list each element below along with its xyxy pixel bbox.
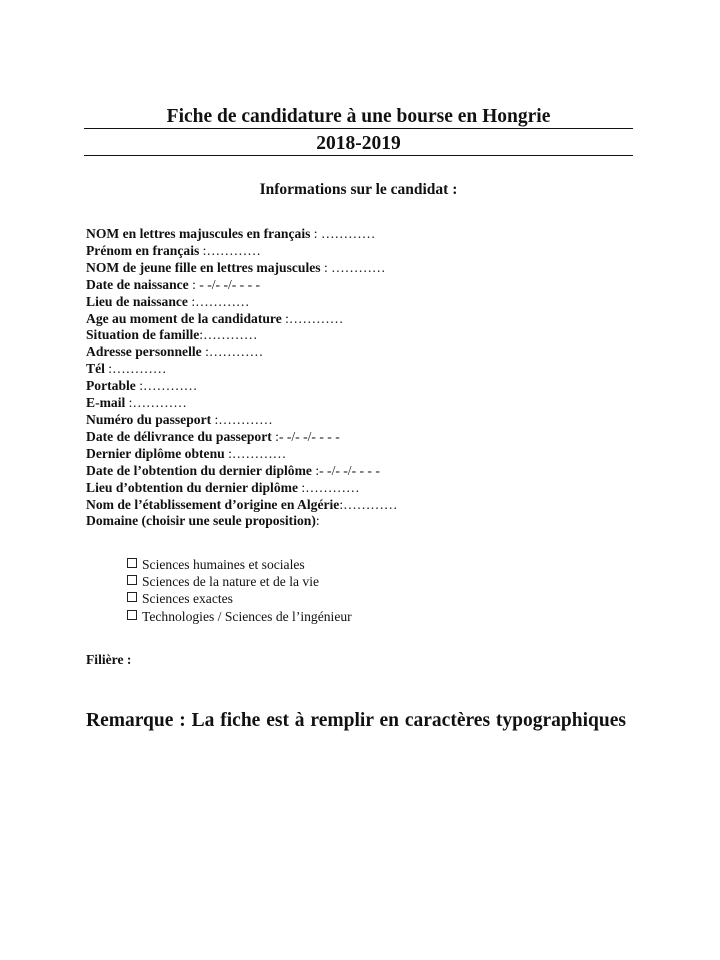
field-blank: :…………	[298, 479, 360, 495]
field-date-delivrance-passeport[interactable]	[86, 429, 646, 446]
field-adresse[interactable]	[86, 344, 646, 361]
candidate-fields-list	[86, 226, 646, 530]
field-blank: :…………	[281, 310, 344, 326]
field-blank: :…………	[104, 361, 167, 377]
field-label: Adresse personnelle	[86, 344, 202, 360]
field-blank: :…………	[224, 445, 287, 461]
field-lieu-naissance[interactable]	[86, 294, 646, 311]
checkbox-icon[interactable]	[127, 575, 137, 585]
field-label: Dernier diplôme obtenu	[86, 445, 225, 461]
field-blank: :…………	[187, 293, 250, 309]
option-label: Technologies / Sciences de l’ingénieur	[142, 608, 352, 624]
domain-option-technologies[interactable]	[127, 608, 352, 625]
field-label: Portable	[86, 378, 136, 394]
field-blank: : …………	[320, 259, 386, 275]
field-numero-passeport[interactable]	[86, 412, 646, 429]
field-blank: :- -/- -/- - - -	[311, 462, 380, 478]
field-label: Tél	[86, 361, 105, 377]
field-blank: :…………	[199, 242, 261, 258]
field-label: Date de l’obtention du dernier diplôme	[86, 462, 312, 478]
domain-option-sciences-exactes[interactable]	[127, 590, 352, 607]
field-label: Date de naissance	[86, 276, 189, 292]
field-date-obtention-diplome[interactable]	[86, 463, 646, 480]
checkbox-icon[interactable]	[127, 592, 137, 602]
year-underline	[84, 155, 633, 156]
field-label: Date de délivrance du passeport	[86, 428, 272, 444]
field-lieu-obtention-diplome[interactable]	[86, 480, 646, 497]
field-tel[interactable]	[86, 361, 646, 378]
field-blank: : …………	[310, 226, 376, 241]
field-label: NOM de jeune fille en lettres majuscules	[86, 259, 321, 275]
domain-option-sciences-nature[interactable]	[127, 573, 352, 590]
domain-option-sciences-humaines[interactable]	[127, 556, 352, 573]
field-date-naissance[interactable]	[86, 277, 646, 294]
field-label: NOM en lettres majuscules en français	[86, 226, 311, 241]
field-blank: :…………	[339, 496, 398, 512]
filiere-field[interactable]: Filière :	[86, 652, 132, 667]
field-blank: : - -/- -/- - - -	[188, 276, 261, 292]
checkbox-icon[interactable]	[127, 558, 137, 568]
option-label: Sciences humaines et sociales	[142, 557, 305, 572]
field-blank: :…………	[125, 395, 187, 411]
field-label: Domaine (choisir une seule proposition)	[86, 513, 316, 529]
field-nom-jeune-fille[interactable]	[86, 260, 646, 277]
field-label: Lieu de naissance	[86, 293, 188, 309]
field-label: Age au moment de la candidature	[86, 310, 282, 326]
field-label: Prénom en français	[86, 242, 200, 258]
field-blank: :- -/- -/- - - -	[271, 428, 340, 444]
form-title: Fiche de candidature à une bourse en Hongrie	[166, 106, 551, 127]
field-prenom[interactable]	[86, 243, 646, 260]
field-etablissement-origine[interactable]	[86, 497, 646, 514]
option-label: Sciences de la nature et de la vie	[142, 574, 320, 590]
academic-year: 2018-2019	[316, 133, 401, 154]
candidate-info-heading: Informations sur le candidat :	[259, 181, 458, 198]
field-label: Lieu d’obtention du dernier diplôme	[86, 479, 298, 495]
field-blank: :…………	[201, 344, 264, 360]
field-situation-famille[interactable]	[86, 327, 646, 344]
field-domaine	[86, 513, 646, 530]
field-label: Nom de l’établissement d’origine en Algérie	[86, 496, 340, 512]
field-blank: :…………	[211, 411, 273, 427]
field-blank: :…………	[199, 327, 258, 343]
field-age[interactable]	[86, 311, 646, 328]
option-label: Sciences exactes	[142, 591, 233, 607]
field-label: E-mail	[86, 395, 126, 411]
checkbox-icon[interactable]	[127, 610, 137, 620]
field-nom[interactable]	[86, 226, 646, 243]
field-blank: :…………	[135, 378, 198, 394]
remark-note: Remarque : La fiche est à remplir en caractères typographiques	[86, 710, 626, 731]
title-underline	[84, 128, 633, 129]
domain-options-list	[127, 556, 352, 625]
field-colon: :	[315, 513, 320, 529]
field-label: Numéro du passeport	[86, 411, 212, 427]
field-dernier-diplome[interactable]	[86, 446, 646, 463]
field-label: Situation de famille	[86, 327, 200, 343]
field-portable[interactable]	[86, 378, 646, 395]
field-email[interactable]	[86, 395, 646, 412]
